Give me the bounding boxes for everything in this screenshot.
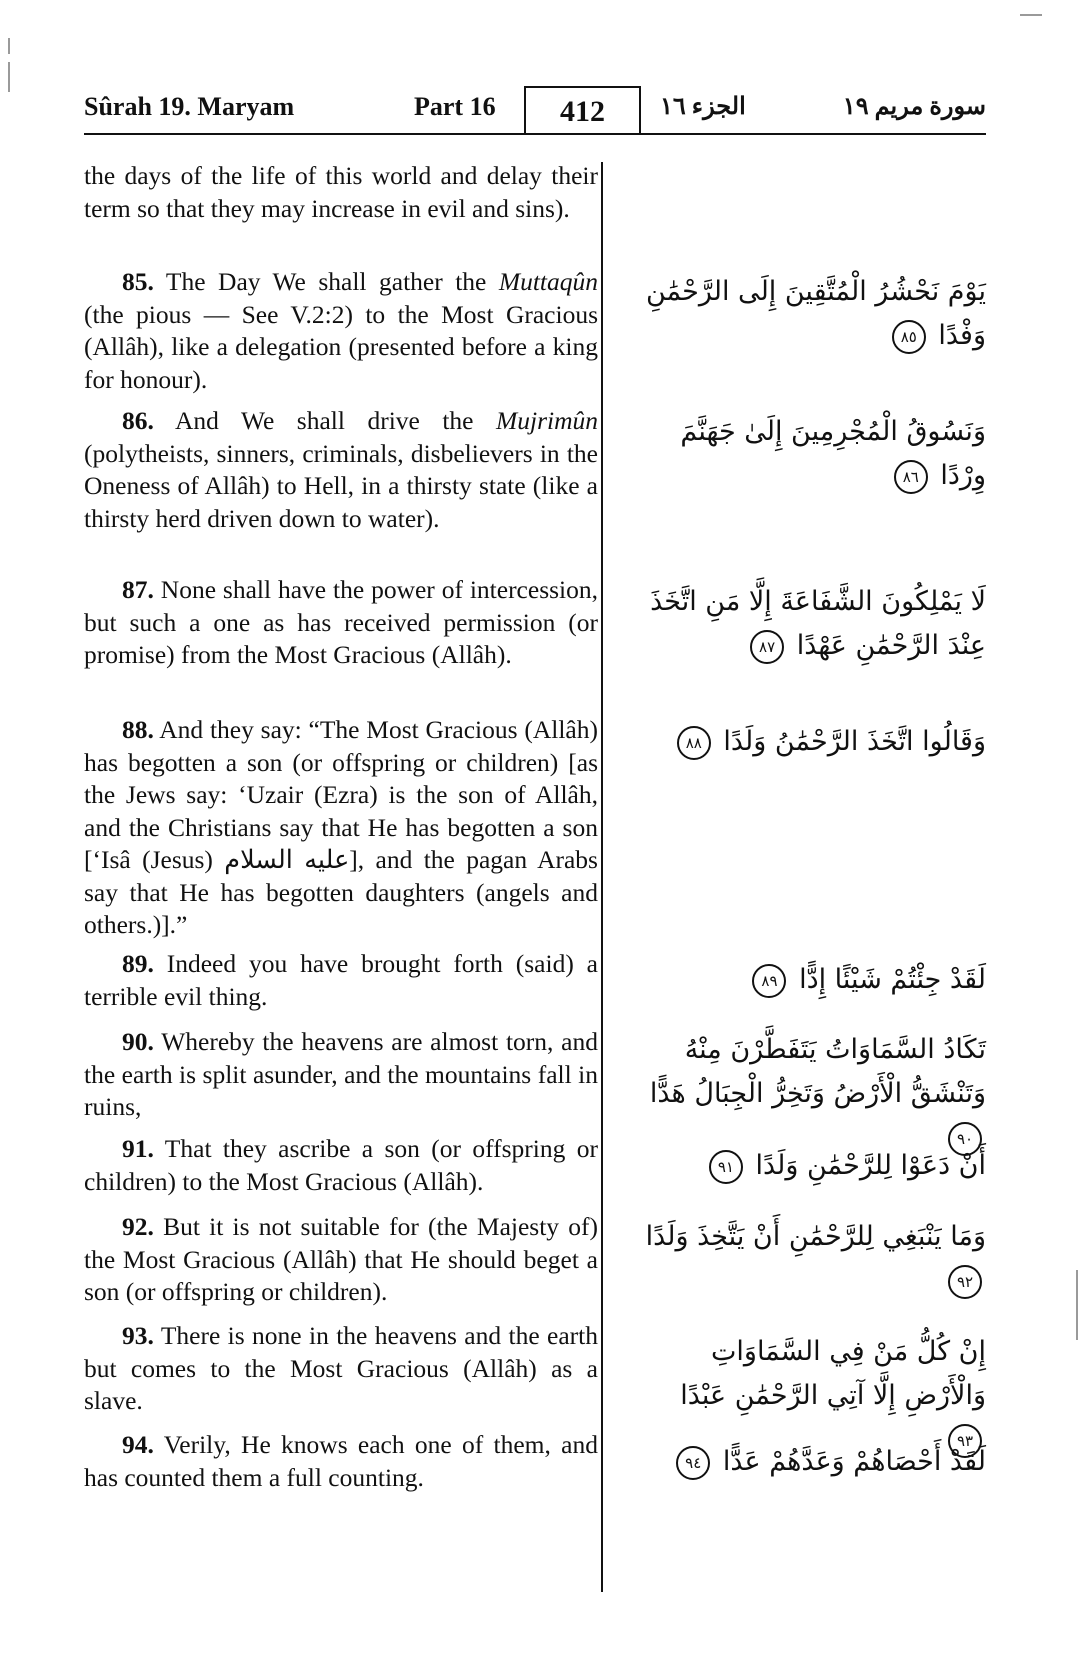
surah-title-english: Sûrah 19. Maryam: [84, 92, 295, 121]
verse-text: But it is not suitable for (the Majesty of) the Most Gracious (Allâh) that He should beget a son (or offspring or children).: [84, 1212, 598, 1306]
verse-text: Verily, He knows each one of them, and has counted them a full counting.: [84, 1430, 598, 1492]
verse-90-english: [84, 1026, 598, 1124]
surah-title-arabic: سورة مريم ١٩: [842, 94, 986, 120]
arabic-text: وَقَالُوا اتَّخَذَ الرَّحْمَٰنُ وَلَدًا: [723, 726, 986, 757]
ayah-number-marker: ٨٦: [894, 460, 928, 494]
scan-mark-right: [1076, 1270, 1078, 1340]
ayah-number-marker: ٨٥: [892, 320, 926, 354]
intro-text: the days of the life of this world and delay their term so that they may increase in evil and sins).: [84, 161, 598, 223]
verse-text: And they say: “The Most Gracious (Allâh) has begotten a son (or offspring or children) [as the Jews say: ‘Uzair (Ezra) is the son of Allâh, and the Christians say that He has begotten a son [‘Isâ (Jesus) عليه السلام], and the pagan Arabs say that He has begotten daughters (angels and others.)].”: [84, 715, 598, 939]
page-header: [84, 88, 986, 134]
verse-94-english: [84, 1429, 598, 1494]
verse-number: 94.: [122, 1430, 154, 1459]
verse-number: 89.: [122, 949, 154, 978]
arabic-text: لَقَدْ جِئْتُمْ شَيْئًا إِدًّا: [799, 964, 986, 995]
verse-number: 88.: [122, 715, 154, 744]
verse-text: That they ascribe a son (or offspring or children) to the Most Gracious (Allâh).: [84, 1134, 598, 1196]
verse-91-english: [84, 1133, 598, 1198]
arabic-text: وَنَسُوقُ الْمُجْرِمِينَ إِلَىٰ جَهَنَّمَ وِرْدًا: [680, 416, 986, 491]
verse-text-cont: (the pious — See V.2:2) to the Most Gracious (Allâh), like a delegation (presented before a king for honour).: [84, 299, 598, 394]
verse-text: And We shall drive the: [174, 406, 497, 435]
column-divider: [601, 162, 603, 1592]
arabic-text: إِنْ كُلُّ مَنْ فِي السَّمَاوَاتِ وَالْأَرْضِ إِلَّا آتِي الرَّحْمَٰنِ عَبْدًا: [680, 1336, 986, 1411]
page-number: 412: [524, 86, 641, 134]
ayah-number-marker: ٩٠: [948, 1122, 982, 1156]
verse-number: 91.: [122, 1134, 154, 1163]
verse-86-arabic: [640, 410, 986, 498]
verse-92-arabic: [640, 1215, 986, 1303]
ayah-number-marker: ٩١: [709, 1150, 743, 1184]
verse-number: 86.: [122, 406, 154, 435]
verse-89-english: [84, 948, 598, 1013]
verse-85-arabic: [640, 270, 986, 358]
arabic-text: وَمَا يَنْبَغِي لِلرَّحْمَٰنِ أَنْ يَتَّخِذَ وَلَدًا: [645, 1221, 986, 1252]
verse-text: Indeed you have brought forth (said) a terrible evil thing.: [84, 949, 598, 1011]
verse-number: 90.: [122, 1027, 154, 1056]
verse-number: 93.: [122, 1321, 154, 1350]
verse-text-cont: (polytheists, sinners, criminals, disbelievers in the Oneness of Allâh) to Hell, in a thirsty state (like a thirsty herd driven down to water).: [84, 438, 598, 533]
ayah-number-marker: ٨٨: [677, 726, 711, 760]
scan-mark-left: [8, 62, 10, 92]
scan-mark-top-right: [1020, 14, 1042, 16]
verse-number: 85.: [122, 267, 154, 296]
ayah-number-marker: ٩٢: [948, 1265, 982, 1299]
verse-88-english: [84, 714, 598, 942]
verse-92-english: [84, 1211, 598, 1309]
verse-text: Whereby the heavens are almost torn, and the earth is split asunder, and the mountains fall in ruins,: [84, 1027, 598, 1121]
scan-mark-top-left: [8, 38, 10, 54]
arabic-text: لَا يَمْلِكُونَ الشَّفَاعَةَ إِلَّا مَنِ اتَّخَذَ عِنْدَ الرَّحْمَٰنِ عَهْدًا: [650, 586, 986, 661]
verse-number: 92.: [122, 1212, 154, 1241]
verse-90-arabic: [640, 1028, 986, 1160]
ayah-number-marker: ٩٤: [676, 1446, 710, 1480]
arabic-text: تَكَادُ السَّمَاوَاتُ يَتَفَطَّرْنَ مِنْهُ وَتَنْشَقُّ الْأَرْضُ وَتَخِرُّ الْجِبَالُ هَدًّا: [649, 1034, 986, 1109]
verse-number: 87.: [122, 575, 154, 604]
part-label-english: Part 16: [414, 92, 496, 121]
verse-91-arabic: [640, 1144, 986, 1188]
verse-87-arabic: [640, 580, 986, 668]
intro-paragraph: [84, 160, 598, 225]
verse-text: None shall have the power of intercession, but such a one as has received permission (or promise) from the Most Gracious (Allâh).: [84, 575, 599, 669]
header-rule: [84, 133, 986, 135]
ayah-number-marker: ٨٩: [752, 964, 786, 998]
ayah-number-marker: ٨٧: [750, 630, 784, 664]
verse-93-english: [84, 1320, 598, 1418]
verse-94-arabic: [640, 1440, 986, 1484]
verse-85-english: [84, 266, 598, 396]
ayah-number-marker: ٩٣: [948, 1424, 982, 1458]
arabic-text: يَوْمَ نَحْشُرُ الْمُتَّقِينَ إِلَى الرَّحْمَٰنِ وَفْدًا: [646, 276, 986, 351]
verse-89-arabic: [640, 958, 986, 1002]
arabic-text: أَنْ دَعَوْا لِلرَّحْمَٰنِ وَلَدًا: [755, 1150, 986, 1181]
part-label-arabic: الجزء ١٦: [660, 94, 746, 120]
verse-text: The Day We shall gather the: [165, 267, 499, 296]
arabic-text: لَقَدْ أَحْصَاهُمْ وَعَدَّهُمْ عَدًّا: [722, 1446, 986, 1477]
verse-87-english: [84, 574, 598, 672]
verse-86-english: [84, 405, 598, 535]
verse-term: Mujrimûn: [496, 406, 599, 435]
verse-text: There is none in the heavens and the earth but comes to the Most Gracious (Allâh) as a slave.: [84, 1321, 598, 1415]
verse-term: Muttaqûn: [498, 267, 598, 296]
verse-88-arabic: [640, 720, 986, 764]
